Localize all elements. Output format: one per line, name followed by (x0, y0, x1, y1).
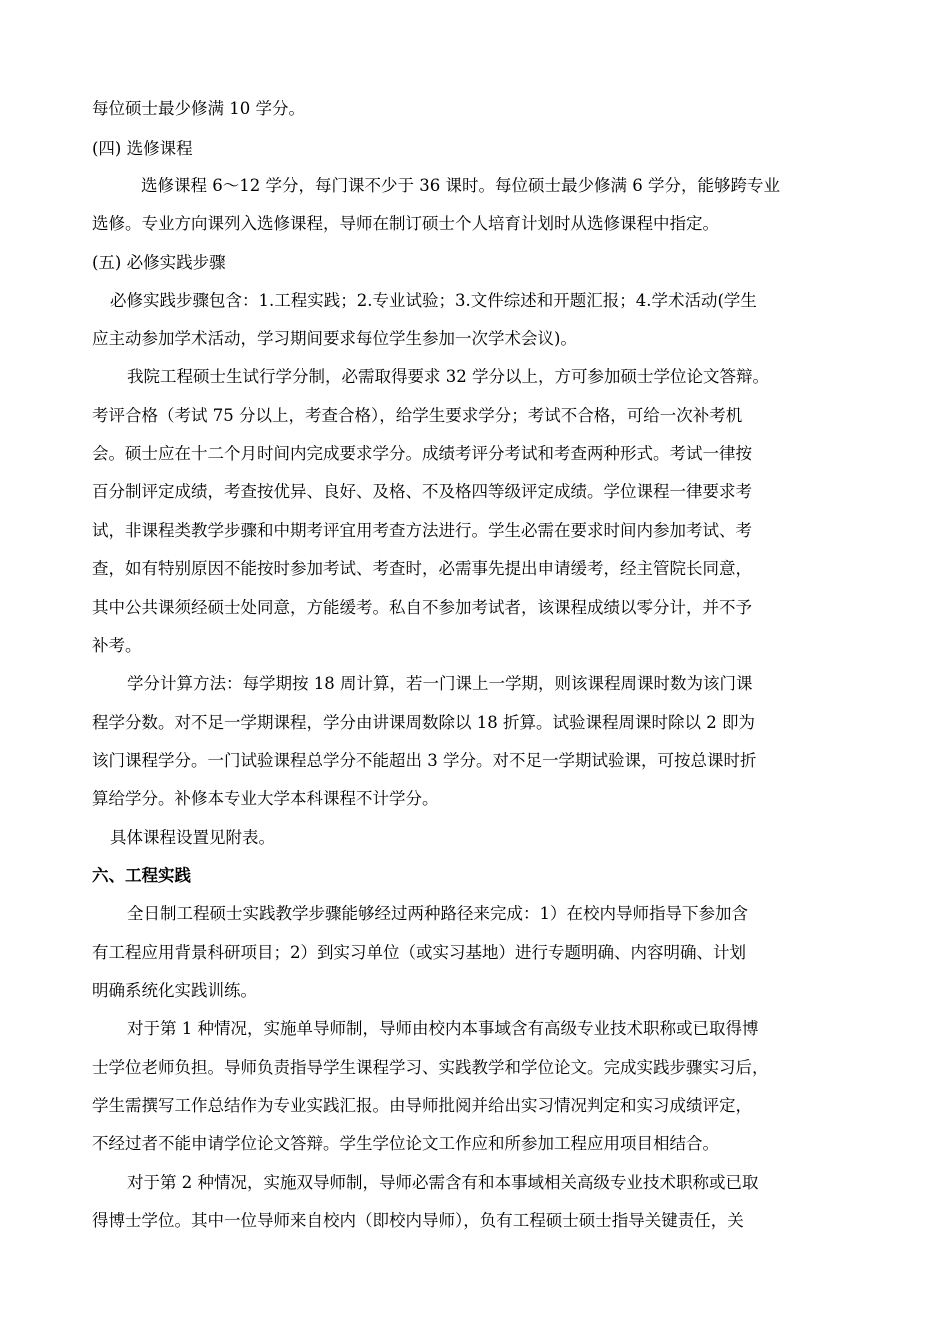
text-line: 该门课程学分。一门试验课程总学分不能超出 3 学分。对不足一学期试验课，可按总课时折 (92, 751, 757, 770)
text-line: 每位硕士最少修满 10 学分。 (92, 99, 305, 118)
text-line: 全日制工程硕士实践教学步骤能够经过两种路径来完成：1）在校内导师指导下参加含 (127, 904, 748, 923)
text-line: 补考。 (92, 636, 142, 655)
text-line: 算给学分。补修本专业大学本科课程不计学分。 (92, 789, 439, 808)
chapter-heading: 六、工程实践 (92, 866, 191, 885)
text-line: 学生需撰写工作总结作为专业实践汇报。由导师批阅并给出实习情况判定和实习成绩评定， (92, 1096, 752, 1115)
text-line: 程学分数。对不足一学期课程，学分由讲课周数除以 18 折算。试验课程周课时除以 2 即为 (92, 713, 755, 732)
text-line: 具体课程设置见附表。 (110, 828, 275, 847)
text-line: 必修实践步骤包含：1.工程实践；2.专业试验；3.文件综述和开题汇报；4.学术活动(学生 (110, 291, 757, 310)
text-line: 有工程应用背景科研项目；2）到实习单位（或实习基地）进行专题明确、内容明确、计划 (92, 943, 746, 962)
text-line: 明确系统化实践训练。 (92, 981, 257, 1000)
text-line: 对于第 2 种情况，实施双导师制，导师必需含有和本事域相关高级专业技术职称或已取 (127, 1173, 759, 1192)
section-heading: (四) 选修课程 (92, 139, 193, 158)
text-line: 其中公共课须经硕士处同意，方能缓考。私自不参加考试者，该课程成绩以零分计，并不予 (92, 598, 752, 617)
text-line: 考评合格（考试 75 分以上，考查合格），给学生要求学分；考试不合格，可给一次补考机 (92, 406, 743, 425)
text-line: 我院工程硕士生试行学分制，必需取得要求 32 学分以上，方可参加硕士学位论文答辩。 (127, 367, 769, 386)
text-line: 查，如有特别原因不能按时参加考试、考查时，必需事先提出申请缓考，经主管院长同意， (92, 559, 752, 578)
text-line: 百分制评定成绩，考查按优异、良好、及格、不及格四等级评定成绩。学位课程一律要求考 (92, 482, 752, 501)
text-line: 学分计算方法：每学期按 18 周计算，若一门课上一学期，则该课程周课时数为该门课 (127, 674, 753, 693)
text-line: 会。硕士应在十二个月时间内完成要求学分。成绩考评分考试和考查两种形式。考试一律按 (92, 444, 752, 463)
text-line: 不经过者不能申请学位论文答辩。学生学位论文工作应和所参加工程应用项目相结合。 (92, 1134, 719, 1153)
text-line: 对于第 1 种情况，实施单导师制，导师由校内本事域含有高级专业技术职称或已取得博 (127, 1019, 759, 1038)
text-line: 士学位老师负担。导师负责指导学生课程学习、实践教学和学位论文。完成实践步骤实习后， (92, 1058, 769, 1077)
text-line: 选修课程 6～12 学分，每门课不少于 36 课时。每位硕士最少修满 6 学分，能够跨专业 (141, 176, 780, 195)
text-line: 试，非课程类教学步骤和中期考评宜用考查方法进行。学生必需在要求时间内参加考试、考 (92, 521, 752, 540)
section-heading: (五) 必修实践步骤 (92, 253, 226, 272)
text-line: 得博士学位。其中一位导师来自校内（即校内导师），负有工程硕士硕士指导关键责任，关 (92, 1211, 744, 1230)
text-line: 应主动参加学术活动，学习期间要求每位学生参加一次学术会议)。 (92, 329, 577, 348)
text-line: 选修。专业方向课列入选修课程，导师在制订硕士个人培育计划时从选修课程中指定。 (92, 214, 719, 233)
